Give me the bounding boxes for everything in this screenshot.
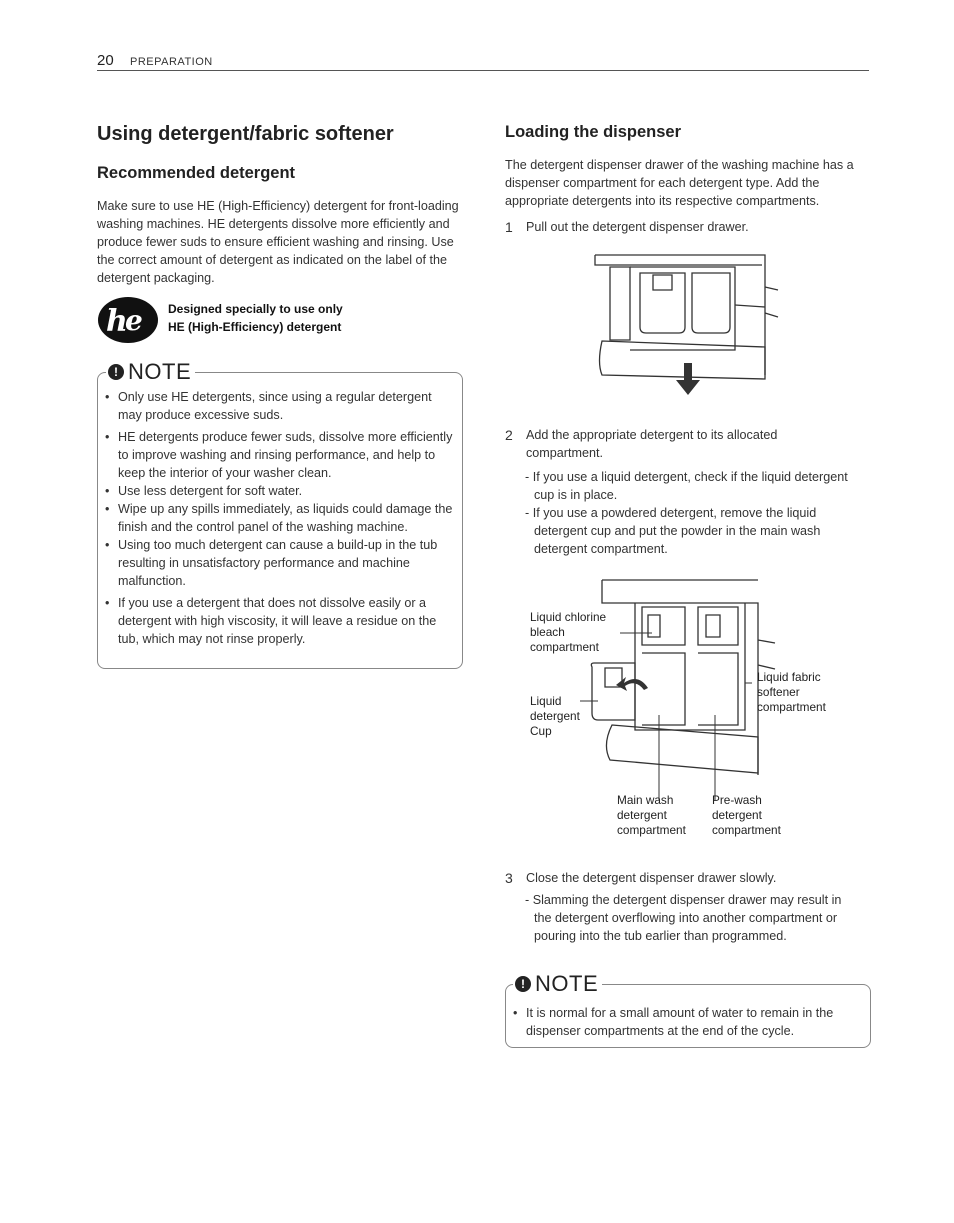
recommended-detergent-text: Make sure to use HE (High-Efficiency) detergent for front-loading washing machines. HE detergents dissolve more efficiently and produce fewer suds to ensure efficient washing and rinsing. Use the correct amount of detergent as indicated on the label of the detergent packaging. — [97, 199, 459, 285]
step-number: 3 — [505, 870, 513, 886]
recommended-detergent-heading: Recommended detergent — [97, 164, 296, 182]
note-label: NOTE — [535, 971, 599, 996]
he-badge-row — [97, 296, 397, 346]
label-pre-wash-compartment: Pre-wash detergent compartment — [712, 793, 781, 837]
step-text: Pull out the detergent dispenser drawer. — [526, 220, 749, 234]
list-item: • It is normal for a small amount of water to remain in the dispenser compartments at the end of the cycle. — [505, 1004, 850, 1040]
list-item: • Using too much detergent can cause a build-up in the tub resulting in unsatisfactory performance and machine malfunction. — [97, 536, 457, 590]
warning-icon: ! — [515, 976, 531, 992]
step-2 — [505, 426, 865, 462]
step-number: 2 — [505, 427, 513, 443]
label-main-wash-compartment: Main wash detergent compartment — [617, 793, 686, 837]
label-bleach-compartment: Liquid chlorine bleach compartment — [530, 610, 607, 654]
loading-dispenser-heading: Loading the dispenser — [505, 123, 682, 141]
page-header — [97, 52, 869, 71]
svg-text:e: e — [125, 304, 143, 337]
page-number: 20 — [97, 52, 114, 69]
svg-text:h: h — [106, 304, 128, 339]
list-item: • HE detergents produce fewer suds, dissolve more efficiently to improve washing and rinsing performance, and help to keep the interior of your washer clean. — [97, 428, 457, 482]
step-note: - If you use a powdered detergent, remove the liquid detergent cup and put the powder in the main wash detergent compartment. — [525, 506, 821, 556]
step-3 — [505, 869, 865, 887]
step-note: - Slamming the detergent dispenser drawer may result in the detergent overflowing into another compartment or pouring into the tub earlier than programmed. — [525, 893, 842, 943]
note-title-right — [513, 971, 602, 997]
note-list-right — [505, 1004, 850, 1040]
section-title: Using detergent/fabric softener — [97, 123, 394, 145]
he-description-line1: Designed specially to use only — [168, 302, 343, 316]
loading-dispenser-intro: The detergent dispenser drawer of the washing machine has a dispenser compartment for each detergent type. Add the appropriate detergents into its respective compartments. — [505, 158, 854, 208]
note-label: NOTE — [128, 359, 192, 384]
step-1 — [505, 218, 865, 236]
list-item: • Only use HE detergents, since using a regular detergent may produce excessive suds. — [97, 388, 457, 424]
note-title-left — [106, 359, 195, 385]
warning-icon: ! — [108, 364, 124, 380]
step-text: Close the detergent dispenser drawer slowly. — [526, 871, 777, 885]
list-item: • Wipe up any spills immediately, as liquids could damage the finish and the control panel of the washing machine. — [97, 500, 457, 536]
label-detergent-cup: Liquid detergent Cup — [530, 694, 580, 738]
drawer-pull-out-diagram — [590, 245, 790, 400]
step-note: - If you use a liquid detergent, check if the liquid detergent cup is in place. — [525, 470, 848, 502]
note-list-left — [97, 388, 457, 648]
he-description — [168, 300, 343, 336]
step-2-notes — [525, 468, 860, 558]
he-description-line2: HE (High-Efficiency) detergent — [168, 320, 342, 334]
label-softener-compartment: Liquid fabric softener compartment — [757, 670, 826, 714]
step-number: 1 — [505, 219, 513, 235]
list-item: • Use less detergent for soft water. — [97, 482, 457, 500]
step-text: Add the appropriate detergent to its allocated compartment. — [526, 428, 778, 460]
section-label: PREPARATION — [130, 56, 213, 68]
he-logo-icon — [97, 296, 159, 344]
list-item: • If you use a detergent that does not dissolve easily or a detergent with high viscosity, it will leave a residue on the tub, which may not rinse properly. — [97, 594, 457, 648]
step-3-notes — [525, 891, 860, 945]
